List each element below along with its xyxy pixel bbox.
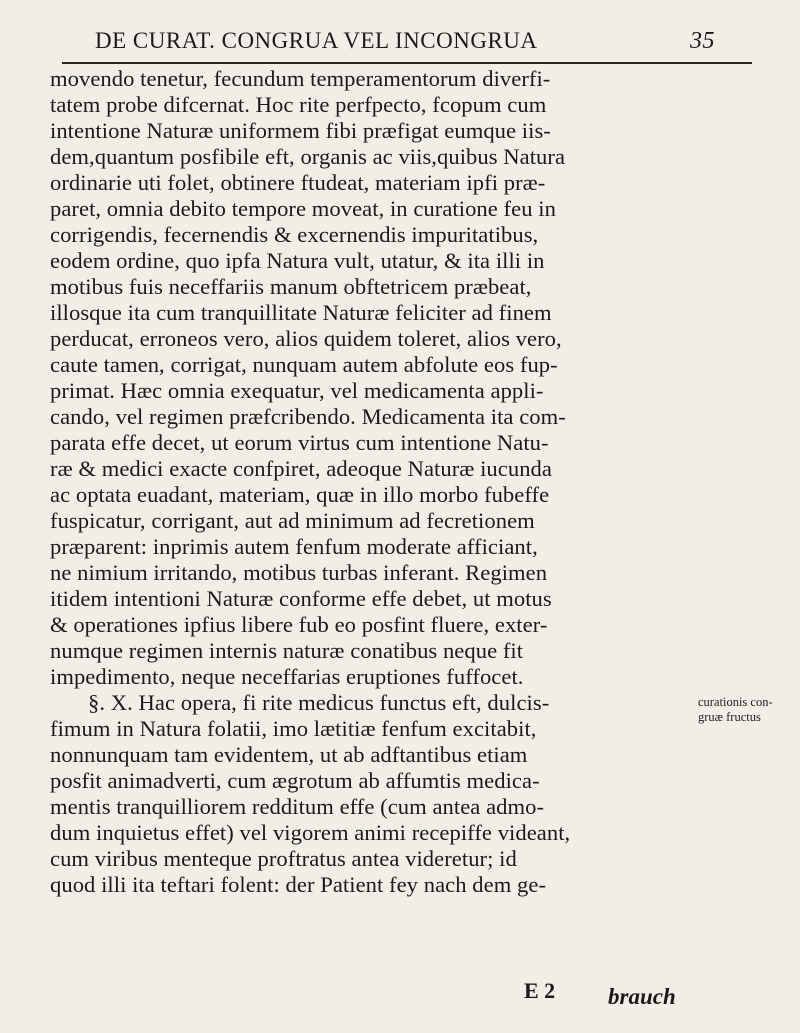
text-line: cando, vel regimen præfcribendo. Medicamenta ita com- bbox=[50, 404, 566, 429]
text-line: movendo tenetur, fecundum temperamentorum diverfi- bbox=[50, 66, 551, 91]
text-line: tatem probe difcernat. Hoc rite perfpecto, fcopum cum bbox=[50, 92, 547, 117]
text-line: intentione Naturæ uniformem fibi præfigat eumque iis- bbox=[50, 118, 551, 143]
running-head bbox=[95, 28, 715, 58]
catchword: brauch bbox=[608, 984, 676, 1009]
signature-mark: E 2 bbox=[524, 978, 556, 1003]
text-line: caute tamen, corrigat, nunquam autem abfolute eos fup- bbox=[50, 352, 558, 377]
text-line: dum inquietus effet) vel vigorem animi recepiffe videant, bbox=[50, 820, 571, 845]
text-line: perducat, erroneos vero, alios quidem toleret, alios vero, bbox=[50, 326, 562, 351]
text-line: impedimento, neque neceffarias eruptiones fuffocet. bbox=[50, 664, 524, 689]
text-line: paret, omnia debito tempore moveat, in curatione feu in bbox=[50, 196, 556, 221]
text-line: ne nimium irritando, motibus turbas inferant. Regimen bbox=[50, 560, 548, 585]
margin-note-line: curationis con- bbox=[698, 695, 773, 709]
text-line: dem,quantum posfibile eft, organis ac viis,quibus Natura bbox=[50, 144, 566, 169]
text-line: eodem ordine, quo ipfa Natura vult, utatur, & ita illi in bbox=[50, 248, 545, 273]
text-line: posfit animadverti, cum ægrotum ab affumtis medica- bbox=[50, 768, 540, 793]
text-line: præparent: inprimis autem fenfum moderate afficiant, bbox=[50, 534, 538, 559]
text-line: ordinarie uti folet, obtinere ftudeat, materiam ipfi præ- bbox=[50, 170, 546, 195]
text-line: mentis tranquilliorem redditum effe (cum antea admo- bbox=[50, 794, 545, 819]
margin-note bbox=[698, 695, 773, 725]
page-number: 35 bbox=[690, 28, 715, 54]
text-line: primat. Hæc omnia exequatur, vel medicamenta appli- bbox=[50, 378, 544, 403]
text-line: & operationes ipfius libere fub eo posfint fluere, exter- bbox=[50, 612, 548, 637]
text-line: corrigendis, fecernendis & excernendis impuritatibus, bbox=[50, 222, 539, 247]
page-footer bbox=[0, 976, 800, 1012]
text-line: motibus fuis neceffariis manum obftetricem præbeat, bbox=[50, 274, 532, 299]
header-rule bbox=[62, 62, 752, 64]
text-line: itidem intentioni Naturæ conforme effe debet, ut motus bbox=[50, 586, 552, 611]
running-title: DE CURAT. CONGRUA VEL INCONGRUA bbox=[95, 28, 538, 53]
text-line: parata effe decet, ut eorum virtus cum intentione Natu- bbox=[50, 430, 549, 455]
text-line: quod illi ita teftari folent: der Patient fey nach dem ge- bbox=[50, 872, 547, 897]
text-line: cum viribus menteque proftratus antea videretur; id bbox=[50, 846, 517, 871]
margin-note-line: gruæ fructus bbox=[698, 710, 761, 724]
text-line: ræ & medici exacte confpiret, adeoque Naturæ iucunda bbox=[50, 456, 552, 481]
text-line: fimum in Natura folatii, imo lætitiæ fenfum excitabit, bbox=[50, 716, 537, 741]
section-heading-line: §. X. Hac opera, fi rite medicus functus eft, dulcis- bbox=[88, 690, 550, 715]
text-line: fuspicatur, corrigant, aut ad minimum ad fecretionem bbox=[50, 508, 535, 533]
text-line: nonnunquam tam evidentem, ut ab adftantibus etiam bbox=[50, 742, 528, 767]
text-line: numque regimen internis naturæ conatibus neque fit bbox=[50, 638, 524, 663]
text-line: illosque ita cum tranquillitate Naturæ feliciter ad finem bbox=[50, 300, 552, 325]
text-line: ac optata euadant, materiam, quæ in illo morbo fubeffe bbox=[50, 482, 550, 507]
